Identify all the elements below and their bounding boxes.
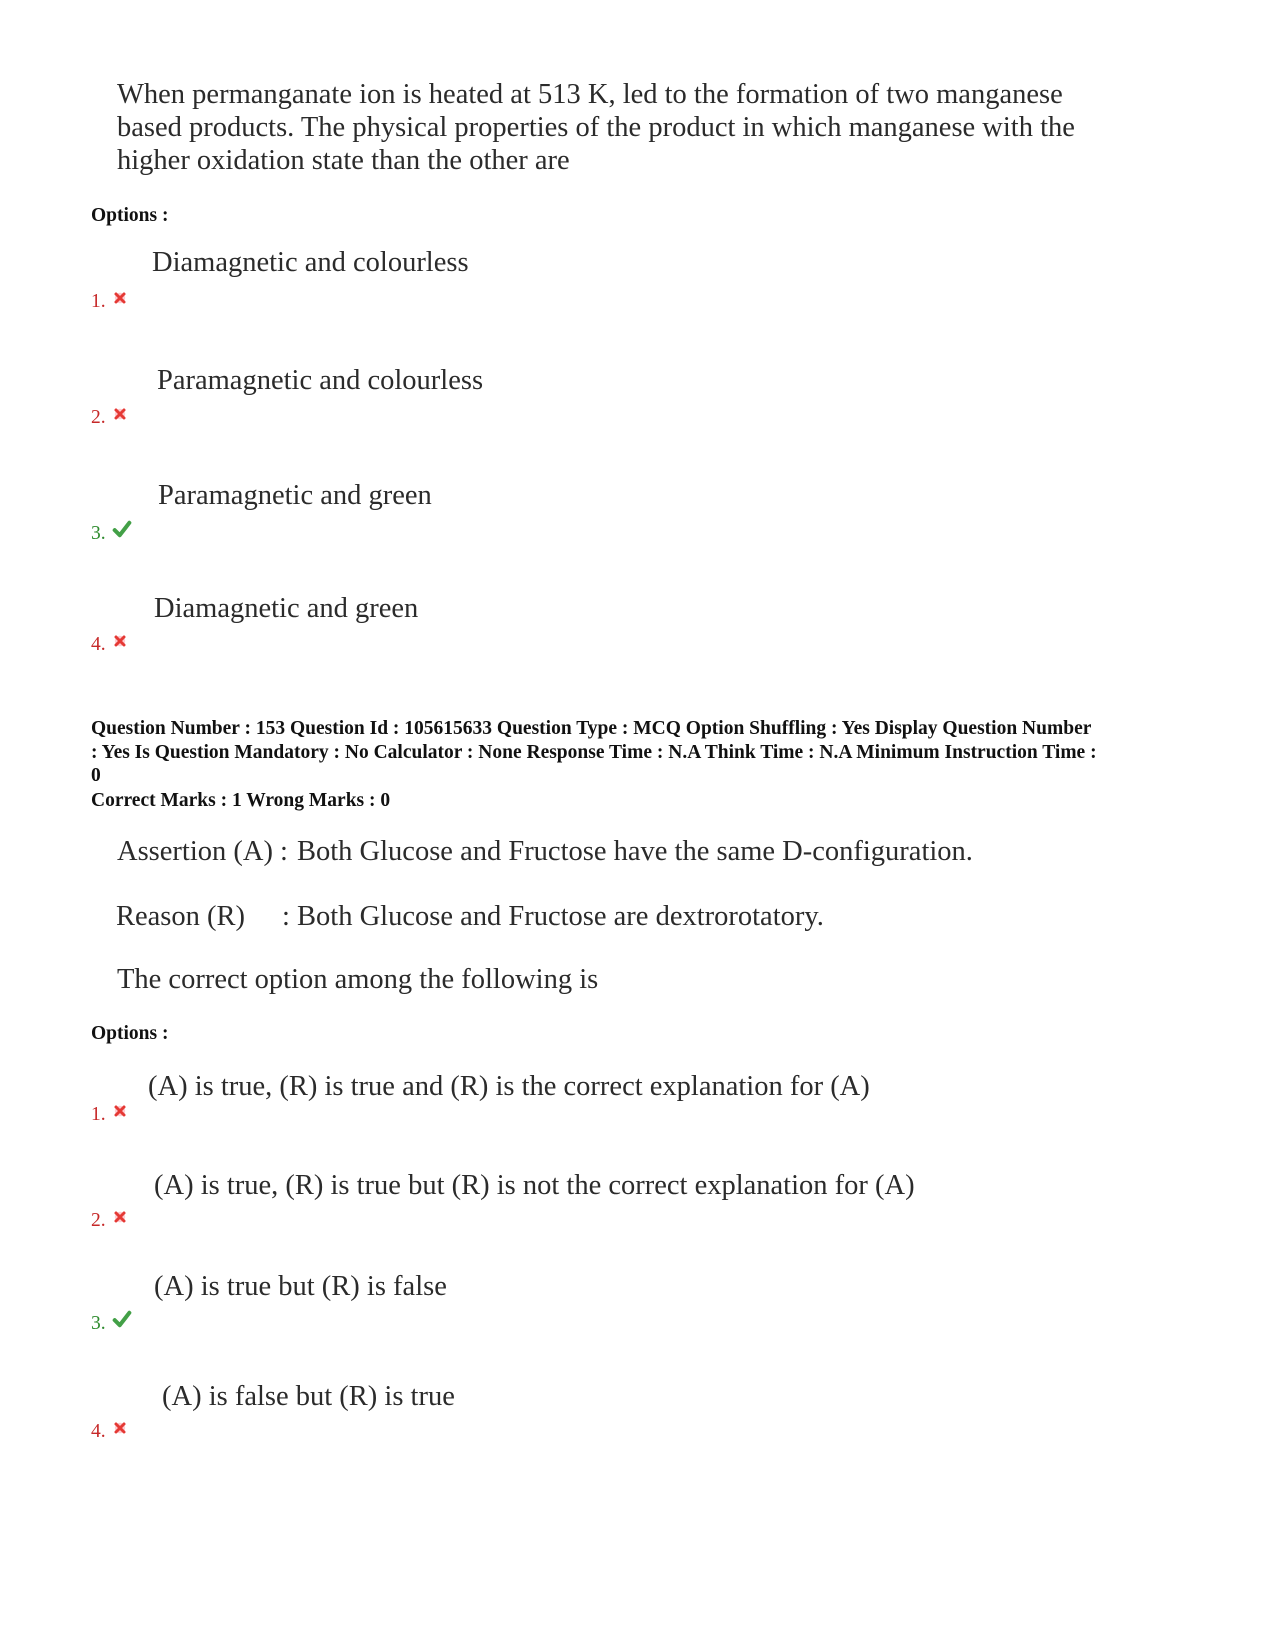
cross-icon bbox=[112, 406, 128, 422]
reason-text: : Both Glucose and Fructose are dextrorotatory. bbox=[282, 901, 824, 932]
option-number: 4. bbox=[91, 634, 106, 655]
option-3-marker bbox=[91, 1310, 132, 1335]
option-4-marker bbox=[91, 633, 128, 656]
option-2-marker bbox=[91, 1209, 128, 1232]
option-4-text: Diamagnetic and green bbox=[154, 593, 419, 624]
check-icon bbox=[112, 1310, 132, 1328]
option-number: 3. bbox=[91, 1313, 106, 1334]
option-1-marker bbox=[91, 290, 128, 313]
option-number: 1. bbox=[91, 291, 106, 312]
option-3-text: (A) is true but (R) is false bbox=[154, 1271, 447, 1302]
meta-line: 0 bbox=[91, 765, 101, 786]
stem-line: When permanganate ion is heated at 513 K, led to the formation of two manganese bbox=[117, 79, 1063, 110]
reason-label: Reason (R) bbox=[116, 901, 246, 932]
cross-icon bbox=[112, 1420, 128, 1436]
option-4-text: (A) is false but (R) is true bbox=[162, 1381, 455, 1412]
option-number: 2. bbox=[91, 407, 106, 428]
options-label: Options : bbox=[91, 205, 169, 226]
option-1-text: (A) is true, (R) is true and (R) is the correct explanation for (A) bbox=[148, 1071, 870, 1102]
marks-info: Correct Marks : 1 Wrong Marks : 0 bbox=[91, 790, 391, 811]
check-icon bbox=[112, 520, 132, 538]
option-3-text: Paramagnetic and green bbox=[158, 480, 432, 511]
option-number: 3. bbox=[91, 523, 106, 544]
question-prompt: The correct option among the following is bbox=[117, 964, 599, 995]
stem-line: based products. The physical properties of the product in which manganese with the bbox=[117, 112, 1075, 143]
options-label: Options : bbox=[91, 1023, 169, 1044]
option-2-text: Paramagnetic and colourless bbox=[157, 365, 484, 396]
cross-icon bbox=[112, 1209, 128, 1225]
option-number: 2. bbox=[91, 1210, 106, 1231]
option-4-marker bbox=[91, 1420, 128, 1443]
cross-icon bbox=[112, 1103, 128, 1119]
option-1-marker bbox=[91, 1103, 128, 1126]
stem-line: higher oxidation state than the other are bbox=[117, 145, 570, 176]
question-152-stem bbox=[117, 78, 1075, 177]
assertion-label: Assertion (A) : bbox=[117, 836, 288, 867]
option-3-marker bbox=[91, 520, 132, 545]
option-1-text: Diamagnetic and colourless bbox=[152, 247, 469, 278]
meta-line: : Yes Is Question Mandatory : No Calculator : None Response Time : N.A Think Time : N.A Minimum Instruction Time : bbox=[91, 741, 1097, 763]
assertion-text: Both Glucose and Fructose have the same D-configuration. bbox=[297, 836, 973, 867]
cross-icon bbox=[112, 290, 128, 306]
cross-icon bbox=[112, 633, 128, 649]
option-2-marker bbox=[91, 406, 128, 429]
option-number: 4. bbox=[91, 1421, 106, 1442]
question-153-meta bbox=[91, 717, 1201, 788]
meta-line: Question Number : 153 Question Id : 105615633 Question Type : MCQ Option Shuffling : Yes Display Question Number bbox=[91, 718, 1092, 739]
option-number: 1. bbox=[91, 1104, 106, 1125]
option-2-text: (A) is true, (R) is true but (R) is not the correct explanation for (A) bbox=[154, 1170, 915, 1201]
